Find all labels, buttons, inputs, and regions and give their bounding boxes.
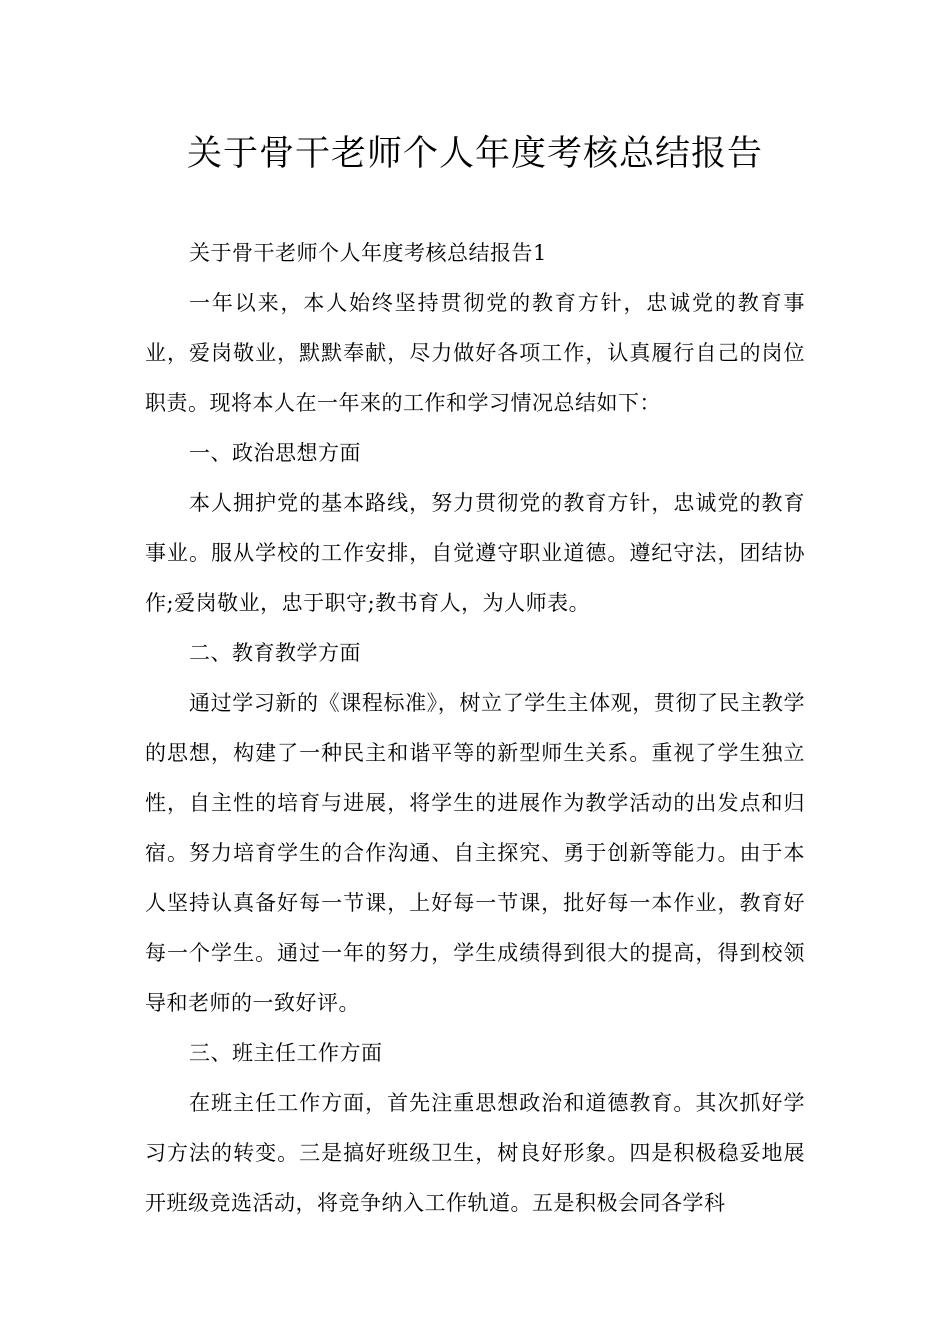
- document-title: 关于骨干老师个人年度考核总结报告: [186, 134, 763, 174]
- section-heading-class-teacher: 三、班主任工作方面: [189, 1041, 383, 1065]
- document-body: [145, 228, 805, 1228]
- teaching-paragraph: 通过学习新的《课程标准》，树立了学生主体观，贯彻了民主教学的思想，构建了一种民主和谐平等的新型师生关系。重视了学生独立性，自主性的培育与进展，将学生的进展作为教学活动的出发点和归宿。努力培育学生的合作沟通、自主探究、勇于创新等能力。由于本人坚持认真备好每一节课，上好每一节课，批好每一本作业，教育好每一个学生。通过一年的努力，学生成绩得到很大的提高，得到校领导和老师的一致好评。: [145, 691, 805, 1015]
- section-heading-teaching: 二、教育教学方面: [189, 641, 361, 665]
- section-heading-politics: 一、政治思想方面: [189, 441, 361, 465]
- class-teacher-paragraph: 在班主任工作方面，首先注重思想政治和道德教育。其次抓好学习方法的转变。三是搞好班级卫生，树良好形象。四是积极稳妥地展开班级竞选活动，将竞争纳入工作轨道。五是积极会同各学科: [145, 1091, 805, 1215]
- intro-paragraph: 一年以来，本人始终坚持贯彻党的教育方针，忠诚党的教育事业，爱岗敬业，默默奉献，尽力做好各项工作，认真履行自己的岗位职责。现将本人在一年来的工作和学习情况总结如下：: [145, 291, 805, 415]
- report-subtitle: 关于骨干老师个人年度考核总结报告1: [189, 241, 547, 265]
- politics-paragraph: 本人拥护党的基本路线，努力贯彻党的教育方针，忠诚党的教育事业。服从学校的工作安排，自觉遵守职业道德。遵纪守法，团结协作;爱岗敬业，忠于职守;教书育人，为人师表。: [145, 491, 805, 615]
